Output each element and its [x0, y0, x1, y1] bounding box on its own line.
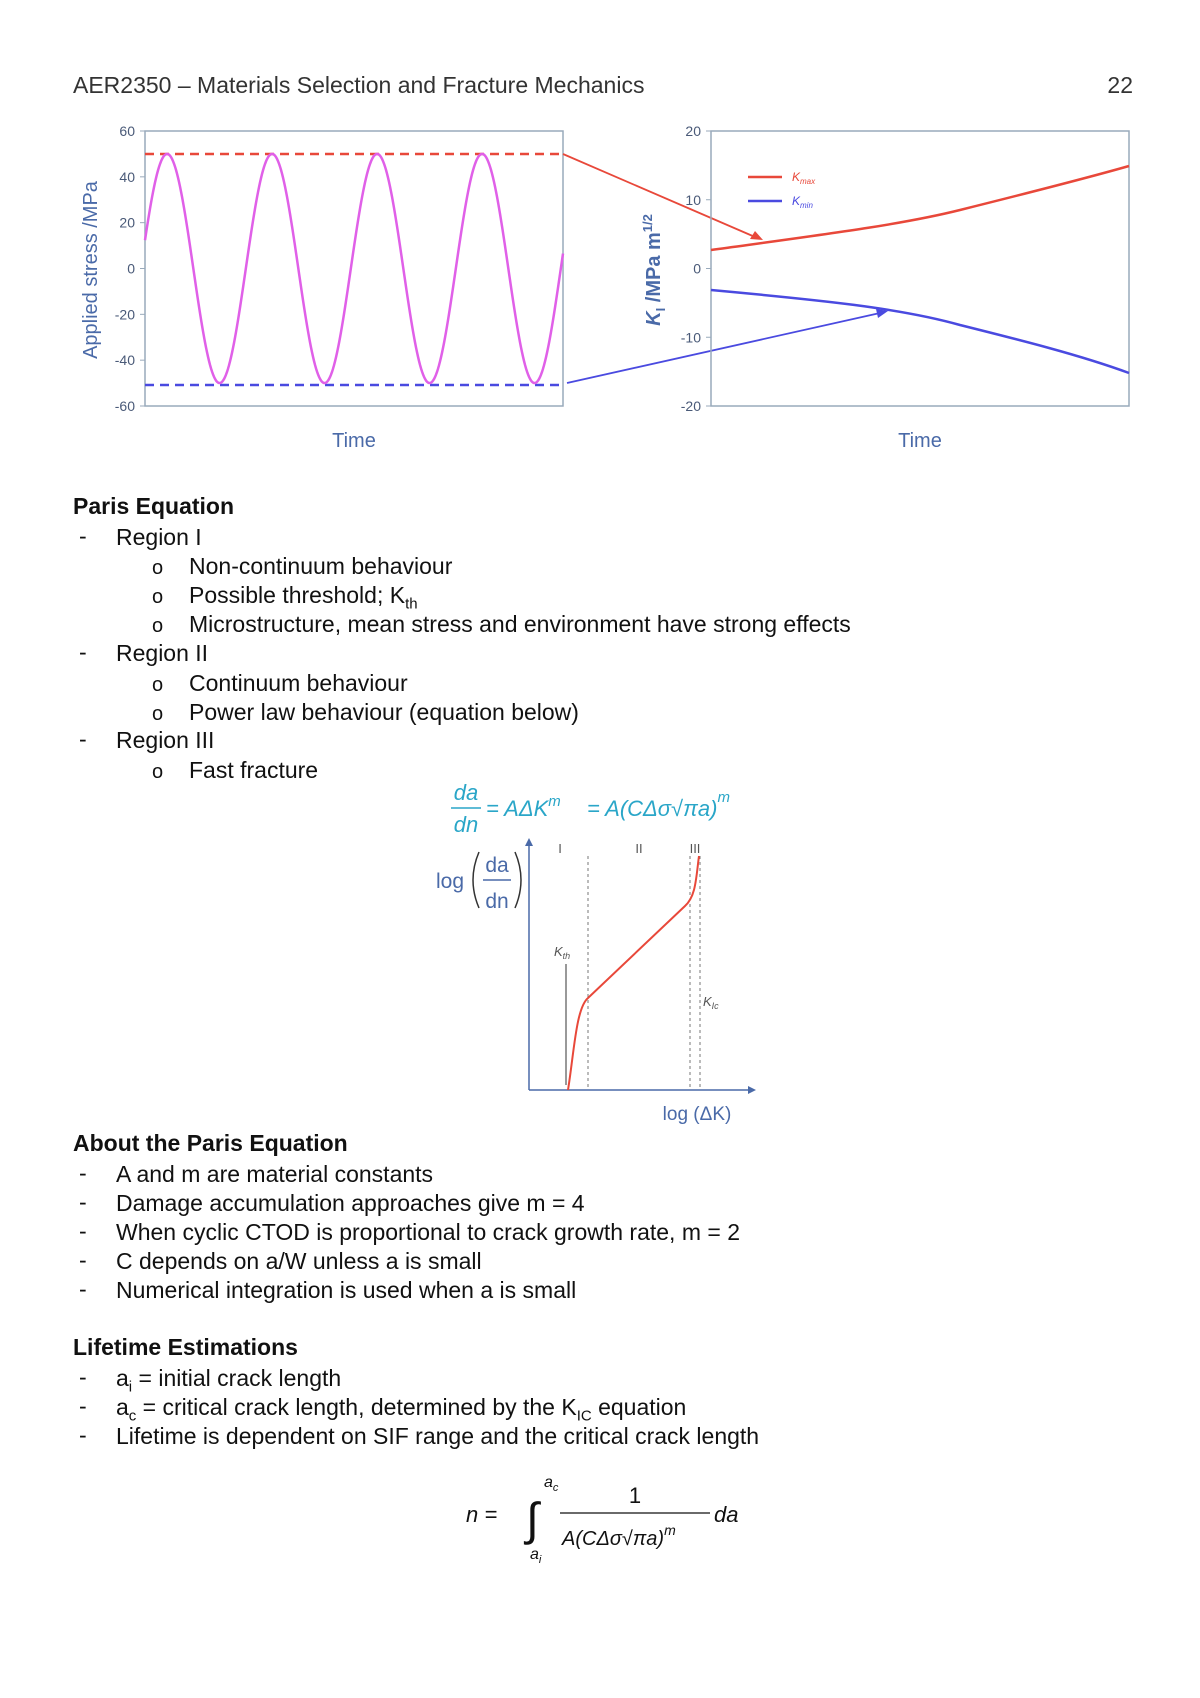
k-label-exp: 1/2 [640, 214, 655, 233]
stress-tick-label: 20 [119, 214, 135, 231]
crack-y-label-left-paren [473, 852, 479, 908]
dash-bullet: - [79, 639, 87, 665]
legend-kmax-label: $K_{max}$ [792, 170, 816, 186]
lifetime-equation [460, 1465, 760, 1565]
circle-bullet: o [152, 761, 164, 783]
integral-denominator: $A(C\Delta\sigma√\pi a)^m$ [562, 1522, 676, 1550]
integral-numerator: 1 [628, 1483, 642, 1508]
stress-tick-label: -20 [114, 306, 135, 323]
kmin-curve [711, 290, 1129, 373]
eq-rhs-2: = $A(C\Delta\sigma√\pi a)^m$ [587, 789, 730, 821]
page-number: 22 [1107, 72, 1133, 98]
eq-lhs-numerator: da [453, 780, 479, 805]
circle-bullet: o [152, 615, 164, 637]
region-label-3: III [689, 841, 701, 856]
integral-lower-limit: $a_i$ [530, 1546, 542, 1565]
region-2-item-1: Continuum behaviour [189, 670, 408, 696]
k-x-axis-label: Time [898, 430, 942, 452]
kmin-connector-arrow [567, 313, 880, 383]
paris-heading: Paris Equation [73, 493, 235, 519]
crack-x-axis-arrow [748, 1086, 756, 1094]
dash-bullet: - [79, 1160, 87, 1186]
region-label-1: I [558, 841, 562, 856]
crack-y-label-right-paren [515, 852, 521, 908]
lifetime-item-1: $a_i$ = initial crack length [116, 1365, 342, 1396]
stress-tick-label: -40 [114, 352, 135, 369]
stress-tick-label: 40 [119, 168, 135, 185]
k-plot-frame [711, 131, 1129, 406]
about-item-4: C depends on a/W unless a is small [116, 1248, 482, 1274]
about-item-5: Numerical integration is used when a is small [116, 1277, 577, 1303]
region-1-item-3: Microstructure, mean stress and environment have strong effects [189, 611, 851, 637]
crack-growth-chart [420, 838, 780, 1128]
dash-bullet: - [79, 1247, 87, 1273]
region-3-item-1: Fast fracture [189, 757, 319, 783]
k-label-sub: I [653, 307, 668, 312]
page-header [73, 72, 1133, 112]
stress-tick-label: -60 [114, 398, 135, 414]
kic-label: $K_{Ic}$ [703, 994, 719, 1011]
kmax-connector-arrow [563, 154, 755, 237]
crack-y-label-den: dn [485, 890, 509, 913]
k-tick-label: 10 [685, 191, 701, 208]
stress-x-axis-label: Time [332, 430, 376, 452]
region-2-label: Region II [116, 640, 209, 666]
dash-bullet: - [79, 1364, 87, 1390]
crack-y-axis-arrow [525, 838, 533, 846]
eq-rhs-1: = $A\Delta K^m$ [486, 793, 561, 821]
circle-bullet: o [152, 703, 164, 725]
stress-y-ticks [115, 123, 145, 414]
k-tick-label: -20 [680, 398, 701, 414]
paris-equation [440, 778, 770, 838]
k-label-symbol: K [643, 311, 665, 326]
stress-tick-label: 60 [119, 123, 135, 139]
crack-y-label-num: da [485, 854, 509, 877]
k-y-ticks [681, 123, 711, 414]
circle-bullet: o [152, 674, 164, 696]
stress-y-axis-label: Applied stress /MPa [80, 181, 102, 359]
k-tick-label: -10 [680, 329, 701, 346]
about-heading: About the Paris Equation [73, 1130, 348, 1156]
k-y-axis-label [640, 214, 668, 326]
dash-bullet: - [79, 1422, 87, 1448]
dash-bullet: - [79, 1276, 87, 1302]
integral-sign: ∫ [526, 1493, 539, 1545]
crack-x-axis-label: log (ΔK) [662, 1104, 732, 1125]
integral-upper-limit: $a_c$ [544, 1474, 559, 1494]
about-item-2: Damage accumulation approaches give m = 4 [116, 1190, 585, 1216]
document-title: AER2350 – Materials Selection and Fracture Mechanics [73, 72, 645, 98]
region-1-item-2: Possible threshold; $K_{th}$ [189, 582, 418, 613]
kth-label: $K_{th}$ [554, 944, 571, 961]
dash-bullet: - [79, 1218, 87, 1244]
k-legend [748, 170, 816, 210]
dash-bullet: - [79, 726, 87, 752]
integral-lhs: n = [466, 1502, 498, 1527]
k-tick-label: 20 [685, 123, 701, 139]
legend-kmin-label: $K_{min}$ [792, 194, 813, 210]
eq-lhs-denominator: dn [453, 812, 479, 837]
circle-bullet: o [152, 557, 164, 579]
stress-wave [145, 154, 563, 383]
region-1-item-1: Non-continuum behaviour [189, 553, 453, 579]
region-2-item-2: Power law behaviour (equation below) [189, 699, 579, 725]
dash-bullet: - [79, 1189, 87, 1215]
about-item-1: A and m are material constants [116, 1161, 434, 1187]
k-tick-label: 0 [693, 260, 701, 277]
region-label-2: II [635, 841, 643, 856]
stress-and-k-figure [0, 115, 1200, 465]
kmax-curve [711, 166, 1129, 250]
circle-bullet: o [152, 586, 164, 608]
dash-bullet: - [79, 523, 87, 549]
kth-subscript: th [405, 595, 418, 613]
about-item-3: When cyclic CTOD is proportional to crack growth rate, m = 2 [116, 1219, 740, 1245]
lifetime-heading: Lifetime Estimations [73, 1334, 298, 1360]
lifetime-item-2: $a_c$ = critical crack length, determined by the $K_{IC}$ equation [116, 1394, 687, 1425]
dash-bullet: - [79, 1393, 87, 1419]
region-3-label: Region III [116, 727, 215, 753]
stress-tick-label: 0 [127, 260, 135, 277]
k-label-unit: /MPa m [643, 232, 665, 308]
integral-tail: da [714, 1502, 739, 1527]
stress-plot-frame [145, 131, 563, 406]
crack-y-label-log: log [436, 870, 465, 893]
lifetime-item-3: Lifetime is dependent on SIF range and the critical crack length [116, 1423, 760, 1449]
region-1-label: Region I [116, 524, 202, 550]
